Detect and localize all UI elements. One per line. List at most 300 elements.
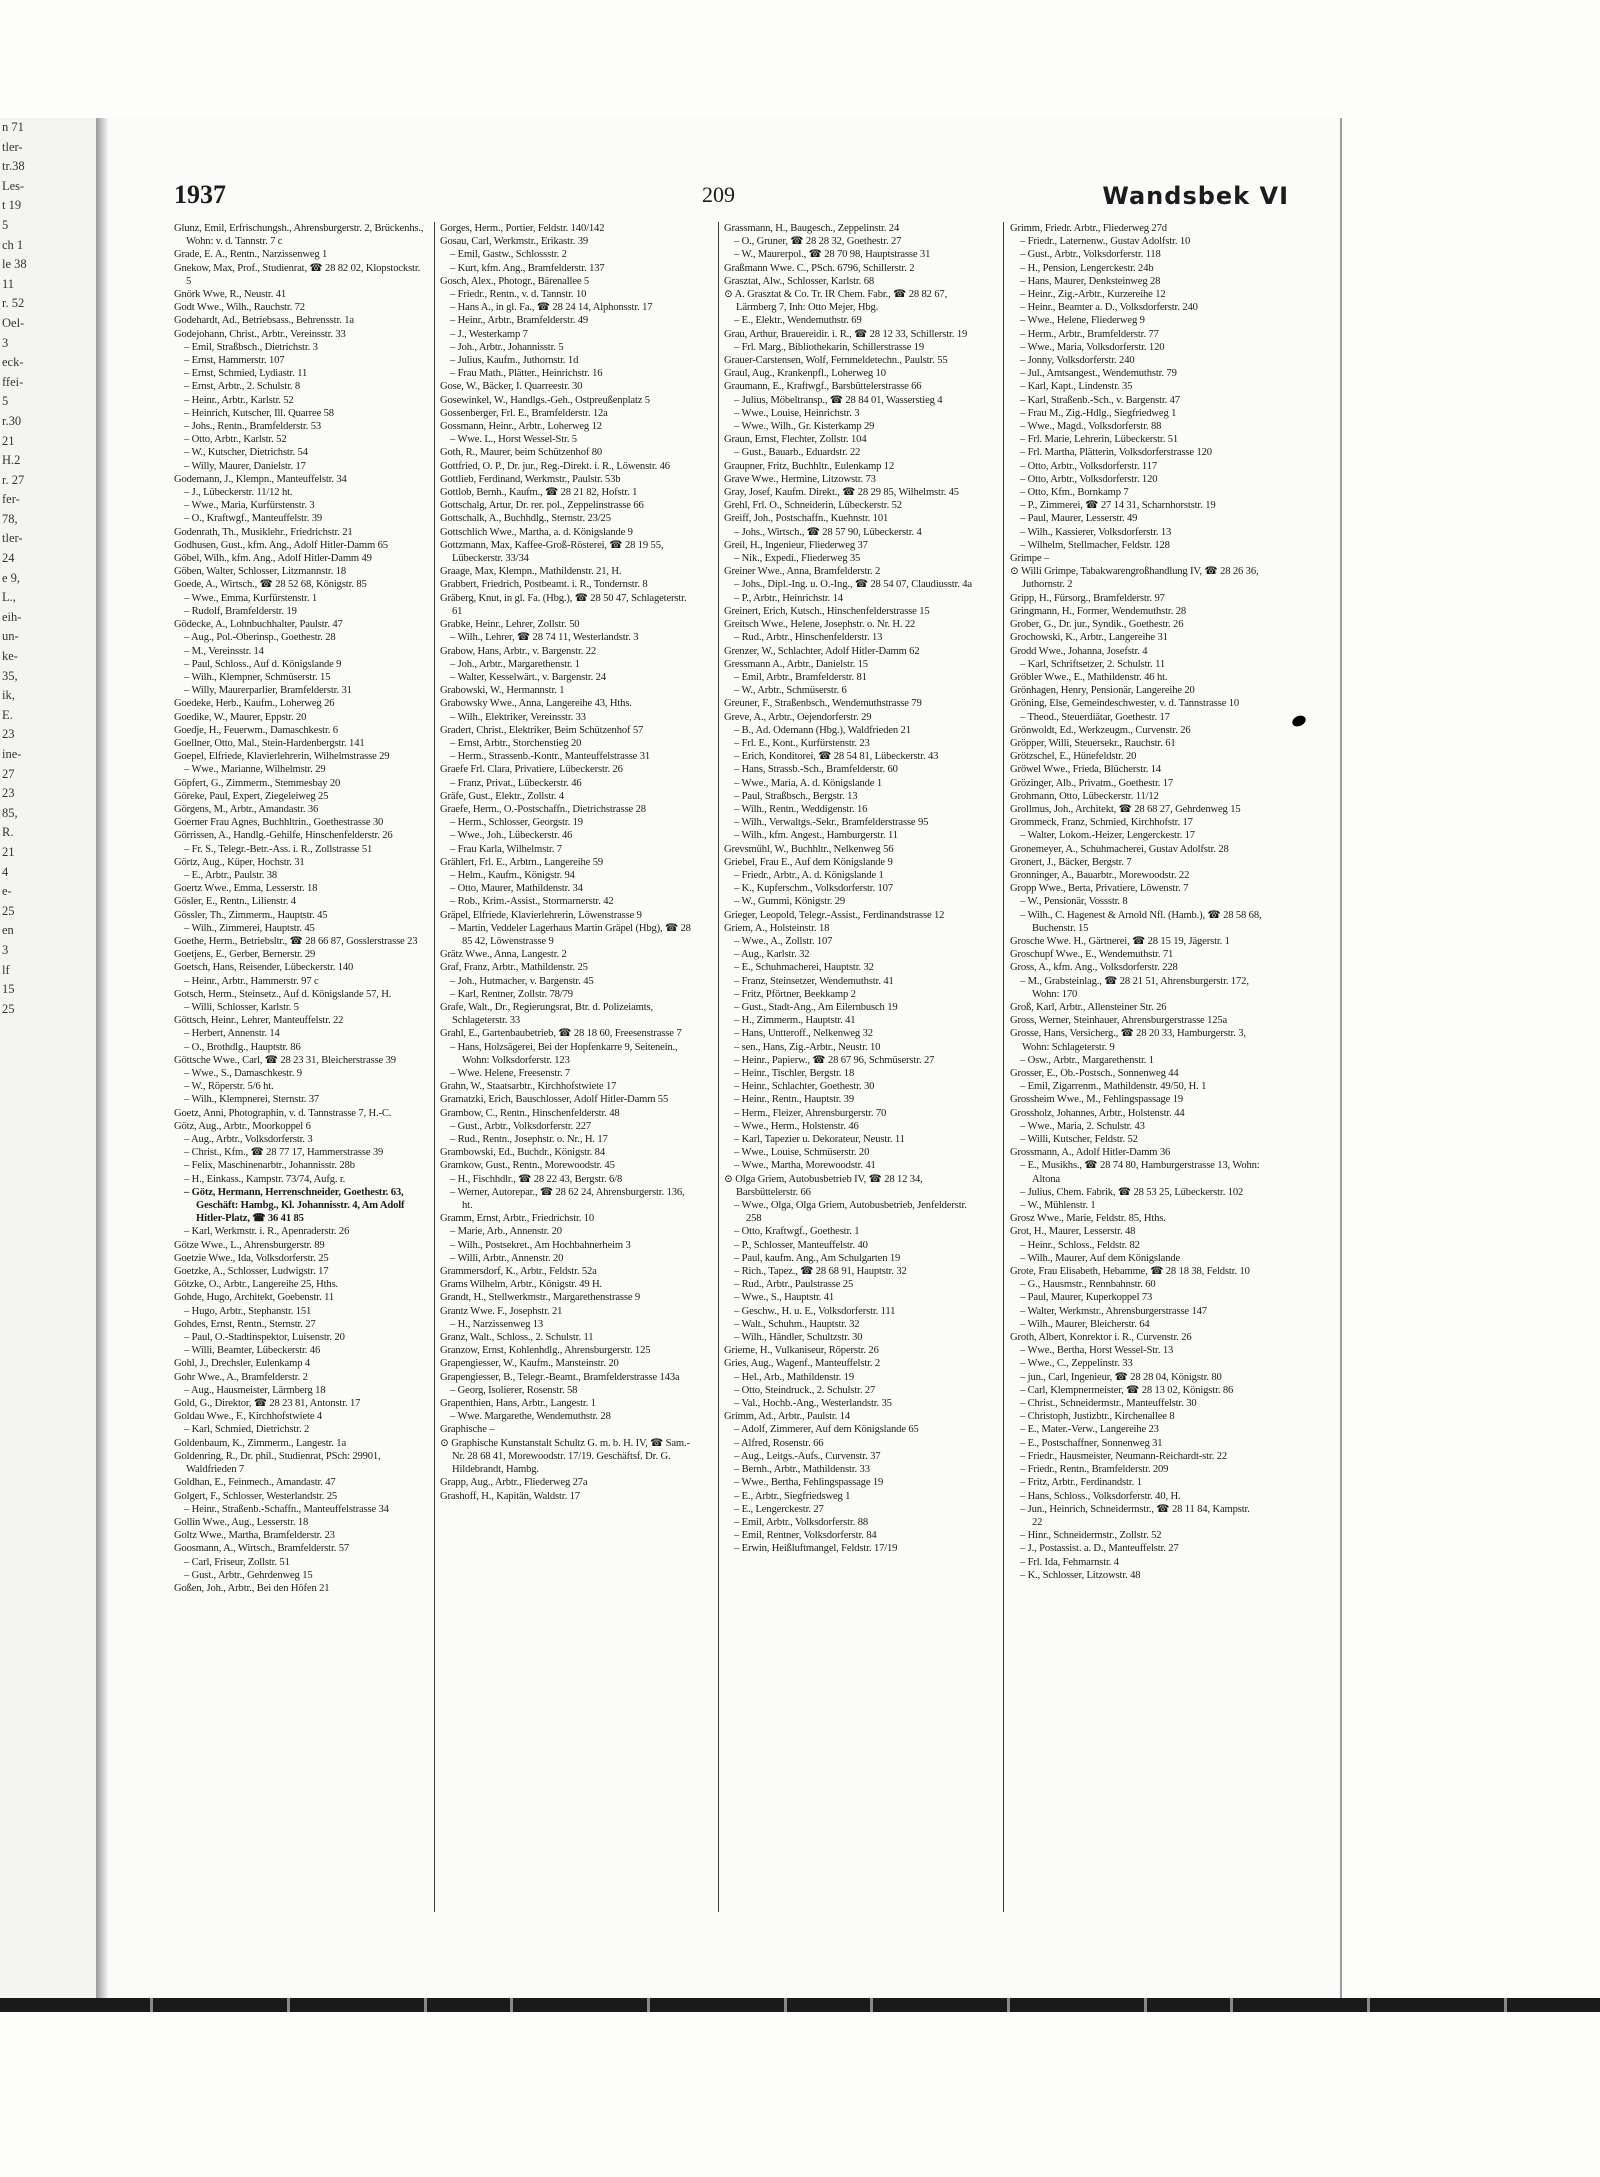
margin-fragment: ine- bbox=[2, 747, 22, 761]
directory-entry: Grot, H., Maurer, Lesserstr. 48 bbox=[1010, 1226, 1136, 1238]
directory-column-3 bbox=[724, 222, 976, 1922]
margin-fragment: e 9, bbox=[2, 570, 21, 585]
directory-entry: – Wwe., Joh., Lübeckerstr. 46 bbox=[450, 830, 573, 842]
column-divider bbox=[1003, 222, 1004, 1912]
directory-entry: Gosch, Alex., Photogr., Bärenallee 5 bbox=[440, 275, 590, 287]
directory-entry: – Wilh., kfm. Angest., Hamburgerstr. 11 bbox=[734, 830, 898, 842]
margin-fragment: r. 52 bbox=[2, 296, 25, 311]
directory-entry: – W., Arbtr., Schmüserstr. 6 bbox=[734, 685, 847, 697]
directory-entry: – Hans, Strassb.-Sch., Bramfelderstr. 60 bbox=[734, 764, 898, 776]
directory-entry: – W., Maurerpol., ☎ 28 70 98, Hauptstrasse 31 bbox=[734, 249, 931, 261]
directory-entry: Gosewinkel, W., Handlgs.-Geh., Ostpreußenplatz 5 bbox=[440, 394, 650, 406]
directory-entry: Godt Wwe., Wilh., Rauchstr. 72 bbox=[174, 302, 305, 314]
directory-entry: – G., Hausmstr., Rennbahnstr. 60 bbox=[1020, 1279, 1156, 1291]
scan-edge-mark bbox=[510, 1998, 513, 2012]
directory-entry: Grözinger, Alb., Privatm., Goethestr. 17 bbox=[1010, 777, 1174, 789]
directory-entry: Grade, E. A., Rentn., Narzissenweg 1 bbox=[174, 249, 328, 261]
directory-entry: Gohde, Hugo, Architekt, Goebenstr. 11 bbox=[174, 1292, 334, 1304]
directory-entry: – Emil, Gastw., Schlossstr. 2 bbox=[450, 249, 567, 261]
margin-fragment: 78, bbox=[2, 511, 18, 526]
margin-fragment: 27 bbox=[2, 766, 15, 781]
directory-entry: Grätz Wwe., Anna, Langestr. 2 bbox=[440, 949, 567, 961]
directory-entry: Grötzschel, E., Hünefeldstr. 20 bbox=[1010, 751, 1137, 763]
directory-column-2 bbox=[440, 222, 692, 1922]
margin-fragment: eck- bbox=[2, 355, 24, 370]
directory-entry: – Wilh., Zimmerei, Hauptstr. 45 bbox=[184, 922, 315, 934]
directory-entry: Gronninger, A., Bauarbtr., Morewoodstr. 22 bbox=[1010, 869, 1190, 881]
directory-entry: – Aug., Pol.-Oberinsp., Goethestr. 28 bbox=[184, 632, 336, 644]
directory-entry: Grapp, Aug., Arbtr., Fliederweg 27a bbox=[440, 1477, 588, 1489]
directory-entry: – Heinr., Schlachter, Goethestr. 30 bbox=[734, 1081, 875, 1093]
scan-edge-mark bbox=[784, 1998, 787, 2012]
directory-entry: Gnekow, Max, Prof., Studienrat, ☎ 28 82 02, Klopstockstr. 5 bbox=[174, 262, 421, 287]
directory-entry: – Otto, Arbtr., Volksdorferstr. 120 bbox=[1020, 473, 1158, 485]
directory-entry: Godenrath, Th., Musiklehr., Friedrichstr. 21 bbox=[174, 526, 353, 538]
directory-entry: Grenzer, W., Schlachter, Adolf Hitler-Damm 62 bbox=[724, 645, 920, 657]
directory-entry: Grossholz, Johannes, Arbtr., Holstenstr. 44 bbox=[1010, 1107, 1185, 1119]
margin-fragment: 23 bbox=[2, 727, 15, 742]
directory-entry: Grählert, Frl. E., Arbtrn., Langereihe 59 bbox=[440, 856, 604, 868]
directory-entry: Görgens, M., Arbtr., Amandastr. 36 bbox=[174, 803, 319, 815]
directory-entry: Göttsch, Heinr., Lehrer, Manteuffelstr. 22 bbox=[174, 1015, 344, 1027]
directory-entry: – Otto, Kfm., Bornkamp 7 bbox=[1020, 487, 1129, 499]
directory-entry: – Wilh., Maurer, Bleicherstr. 64 bbox=[1020, 1318, 1150, 1330]
directory-entry: – Ernst, Arbtr., Storchenstieg 20 bbox=[450, 737, 582, 749]
directory-entry: Graage, Max, Klempn., Mathildenstr. 21, H. bbox=[440, 566, 622, 578]
directory-entry: – Gust., Arbtr., Gehrdenweg 15 bbox=[184, 1569, 313, 1581]
margin-fragment: e- bbox=[2, 884, 12, 899]
margin-fragment: 3 bbox=[2, 942, 9, 957]
directory-entry: Greve, A., Arbtr., Oejendorferstr. 29 bbox=[724, 711, 872, 723]
directory-entry: – Friedr., Rentn., v. d. Tannstr. 10 bbox=[450, 289, 587, 301]
directory-entry: – sen., Hans, Zig.-Arbtr., Neustr. 10 bbox=[734, 1041, 881, 1053]
directory-entry: Grabow, Hans, Arbtr., v. Bargenstr. 22 bbox=[440, 645, 597, 657]
directory-entry: Greil, H., Ingenieur, Fliederweg 37 bbox=[724, 539, 868, 551]
margin-fragment: en bbox=[2, 923, 14, 938]
directory-entry: Götz, Aug., Arbtr., Moorkoppel 6 bbox=[174, 1120, 311, 1132]
directory-entry: – Rud., Rentn., Josephstr. o. Nr., H. 17 bbox=[450, 1134, 608, 1146]
directory-entry: – Val., Hochb.-Ang., Westerlandstr. 35 bbox=[734, 1398, 892, 1410]
directory-entry: – Franz, Privat., Lübeckerstr. 46 bbox=[450, 777, 582, 789]
directory-entry: – Joh., Arbtr., Margarethenstr. 1 bbox=[450, 658, 580, 670]
directory-entry: – Karl, Werkmstr. i. R., Apenraderstr. 26 bbox=[184, 1226, 350, 1238]
directory-entry: – Julius, Chem. Fabrik, ☎ 28 53 25, Lübeckerstr. 102 bbox=[1020, 1186, 1244, 1198]
directory-entry: Grollmus, Joh., Architekt, ☎ 28 68 27, Gehrdenweg 15 bbox=[1010, 803, 1241, 815]
directory-entry: – O., Kraftwgf., Manteuffelstr. 39 bbox=[184, 513, 322, 525]
directory-entry: Goldenbaum, K., Zimmerm., Langestr. 1a bbox=[174, 1437, 346, 1449]
margin-fragment: H.2 bbox=[2, 453, 21, 468]
directory-entry: – M., Vereinsstr. 14 bbox=[184, 645, 264, 657]
directory-entry: Greuner, F., Straßenbsch., Wendemuthstrasse 79 bbox=[724, 698, 922, 710]
directory-entry: Goerner Frau Agnes, Buchhltrin., Goethestrasse 30 bbox=[174, 817, 384, 829]
directory-entry: – Frl. Marg., Bibliothekarin, Schillerstrasse 19 bbox=[734, 341, 925, 353]
directory-entry: Graßmann Wwe. C., PSch. 6796, Schillerstr. 2 bbox=[724, 262, 915, 274]
directory-entry: – Fritz, Arbtr., Ferdinandstr. 1 bbox=[1020, 1477, 1142, 1489]
directory-entry: – Aug., Arbtr., Volksdorferstr. 3 bbox=[184, 1134, 313, 1146]
directory-entry: Grevsmühl, W., Buchhltr., Nelkenweg 56 bbox=[724, 843, 894, 855]
directory-entry: Gröpper, Willi, Steuersekr., Rauchstr. 61 bbox=[1010, 737, 1176, 749]
page-header bbox=[174, 180, 1289, 214]
directory-entry: – Wilh., Maurer, Auf dem Königslande bbox=[1020, 1252, 1181, 1264]
directory-entry: – Wwe., Emma, Kurfürstenstr. 1 bbox=[184, 592, 317, 604]
directory-entry: – Friedr., Hausmeister, Neumann-Reichardt-str. 22 bbox=[1020, 1450, 1227, 1462]
directory-entry: – Willi, Beamter, Lübeckerstr. 46 bbox=[184, 1345, 321, 1357]
directory-entry: Goedje, H., Feuerwm., Damaschkestr. 6 bbox=[174, 724, 338, 736]
directory-entry: Groth, Albert, Konrektor i. R., Curvenstr. 26 bbox=[1010, 1332, 1192, 1344]
directory-entry: – Nik., Expedi., Fliederweg 35 bbox=[734, 553, 861, 565]
directory-entry: – Hel., Arb., Mathildenstr. 19 bbox=[734, 1371, 854, 1383]
directory-entry: Graefe, Herm., O.-Postschaffn., Dietrichstrasse 28 bbox=[440, 803, 646, 815]
directory-entry: – Rudolf, Bramfelderstr. 19 bbox=[184, 605, 297, 617]
directory-entry: – Karl, Rentner, Zollstr. 78/79 bbox=[450, 988, 573, 1000]
directory-entry: – Wwe., Olga, Olga Griem, Autobusbetrieb, Jenfelderstr. 258 bbox=[734, 1200, 967, 1225]
margin-fragment: 21 bbox=[2, 844, 15, 859]
directory-entry: – J., Westerkamp 7 bbox=[450, 328, 528, 340]
directory-entry: – Emil, Straßbsch., Dietrichstr. 3 bbox=[184, 341, 318, 353]
directory-entry: – Wwe., Helene, Fliederweg 9 bbox=[1020, 315, 1145, 327]
directory-entry: Gröning, Else, Gemeindeschwester, v. d. Tannstrasse 10 bbox=[1010, 698, 1240, 710]
directory-entry: – Werner, Autorepar., ☎ 28 62 24, Ahrensburgerstr. 136, ht. bbox=[450, 1186, 685, 1212]
directory-entry: Gräfe, Gust., Elektr., Zollstr. 4 bbox=[440, 790, 564, 802]
directory-entry: Goldenring, R., Dr. phil., Studienrat, PSch: 29901, Waldfrieden 7 bbox=[174, 1450, 381, 1476]
directory-entry: Goertz Wwe., Emma, Lesserstr. 18 bbox=[174, 883, 318, 895]
directory-entry: – Christ., Kfm., ☎ 28 77 17, Hammerstrasse 39 bbox=[184, 1147, 384, 1159]
directory-entry: – Heinr., Zig.-Arbtr., Kurzereihe 12 bbox=[1020, 289, 1166, 301]
directory-entry: Grimm, Ad., Arbtr., Paulstr. 14 bbox=[724, 1411, 851, 1423]
directory-entry: Grassmann, H., Baugesch., Zeppelinstr. 24 bbox=[724, 223, 900, 234]
directory-entry: Götzke, O., Arbtr., Langereihe 25, Hths. bbox=[174, 1279, 339, 1291]
directory-entry: Greiner Wwe., Anna, Bramfelderstr. 2 bbox=[724, 566, 881, 578]
directory-entry: – Wilhelm, Stellmacher, Feldstr. 128 bbox=[1020, 539, 1170, 551]
directory-entry: – Kurt, kfm. Ang., Bramfelderstr. 137 bbox=[450, 262, 605, 274]
directory-entry: Gösler, E., Rentn., Lilienstr. 4 bbox=[174, 896, 296, 908]
directory-entry: – Herm., Arbtr., Bramfelderstr. 77 bbox=[1020, 328, 1159, 340]
directory-entry: Gramatzki, Erich, Bauschlosser, Adolf Hitler-Damm 55 bbox=[440, 1094, 669, 1106]
directory-entry: Gose, W., Bäcker, I. Quarreestr. 30 bbox=[440, 381, 583, 393]
directory-entry: – Ernst, Arbtr., 2. Schulstr. 8 bbox=[184, 381, 301, 393]
directory-entry: Grosser, E., Ob.-Postsch., Sonnenweg 44 bbox=[1010, 1068, 1179, 1079]
scan-edge-mark bbox=[1144, 1998, 1147, 2012]
directory-entry: – Felix, Maschinenarbtr., Johannisstr. 28b bbox=[184, 1160, 355, 1172]
directory-entry: – Karl, Kapt., Lindenstr. 35 bbox=[1020, 381, 1133, 393]
directory-entry: – Wwe., Maria, Kurfürstenstr. 3 bbox=[184, 500, 315, 512]
directory-entry: – E., Musikhs., ☎ 28 74 80, Hamburgerstrasse 13, Wohn: Altona bbox=[1020, 1160, 1260, 1185]
directory-entry: – Wwe., Herm., Holstenstr. 46 bbox=[734, 1120, 859, 1132]
directory-entry: Grahn, W., Staatsarbtr., Kirchhofstwiete 17 bbox=[440, 1081, 617, 1093]
directory-entry: Gröwel Wwe., Frieda, Blücherstr. 14 bbox=[1010, 764, 1162, 776]
directory-entry: – Hugo, Arbtr., Stephanstr. 151 bbox=[184, 1305, 312, 1317]
directory-entry: – Paul, Maurer, Lesserstr. 49 bbox=[1020, 513, 1138, 525]
directory-entry: – Wwe., Magd., Volksdorferstr. 88 bbox=[1020, 421, 1162, 433]
directory-entry: – Willy, Maurerparlier, Bramfelderstr. 31 bbox=[184, 685, 352, 697]
directory-entry: Greinert, Erich, Kutsch., Hinschenfelderstrasse 15 bbox=[724, 605, 930, 617]
margin-fragment: t 19 bbox=[2, 198, 22, 213]
directory-entry: Grapengiesser, B., Telegr.-Beamt., Bramfelderstrasse 143a bbox=[440, 1371, 680, 1383]
directory-entry: – H., Zimmerm., Hauptstr. 41 bbox=[734, 1015, 856, 1027]
directory-entry: Goßen, Joh., Arbtr., Bei den Höfen 21 bbox=[174, 1582, 330, 1594]
directory-entry: – Ernst, Schmied, Lydiastr. 11 bbox=[184, 368, 308, 380]
directory-entry: Grober, G., Dr. jur., Syndik., Goethestr. 26 bbox=[1010, 619, 1184, 631]
directory-entry: – Heinr., Arbtr., Hammerstr. 97 c bbox=[184, 975, 319, 987]
directory-entry: Gramkow, Gust., Rentn., Morewoodstr. 45 bbox=[440, 1160, 615, 1172]
directory-entry: – Paul, O.-Stadtinspektor, Luisenstr. 20 bbox=[184, 1332, 345, 1344]
directory-entry: – Karl, Tapezier u. Dekorateur, Neustr. 11 bbox=[734, 1134, 905, 1146]
directory-entry: – Wilh., Verwaltgs.-Sekr., Bramfelderstrasse 95 bbox=[734, 817, 929, 829]
directory-entry: – H., Fischhdlr., ☎ 28 22 43, Bergstr. 6/8 bbox=[450, 1173, 623, 1185]
directory-entry: Granz, Walt., Schloss., 2. Schulstr. 11 bbox=[440, 1332, 594, 1344]
directory-entry: Gödecke, A., Lohnbuchhalter, Paulstr. 47 bbox=[174, 619, 343, 631]
directory-entry: Gripp, H., Fürsorg., Bramfelderstr. 97 bbox=[1010, 592, 1165, 604]
margin-fragment: ik, bbox=[2, 688, 15, 703]
directory-entry: Grossmann, A., Adolf Hitler-Damm 36 bbox=[1010, 1147, 1171, 1159]
directory-entry: – Wwe., S., Hauptstr. 41 bbox=[734, 1292, 835, 1304]
directory-entry: Grams Wilhelm, Arbtr., Königstr. 49 H. bbox=[440, 1279, 602, 1291]
directory-entry: – Heinr., Papierw., ☎ 28 67 96, Schmüserstr. 27 bbox=[734, 1054, 935, 1066]
directory-entry: Goedeke, Herb., Kaufm., Loherweg 26 bbox=[174, 698, 335, 710]
directory-entry: – Frl. E., Kont., Kurfürstenstr. 23 bbox=[734, 737, 870, 749]
directory-entry: – E., Postschaffner, Sonnenweg 31 bbox=[1020, 1437, 1163, 1449]
directory-column-1 bbox=[174, 222, 426, 1922]
directory-entry: – Walter, Werkmstr., Ahrensburgerstrasse 147 bbox=[1020, 1305, 1207, 1317]
directory-entry: – Jun., Heinrich, Schneidermstr., ☎ 28 11 84, Kampstr. 22 bbox=[1020, 1503, 1250, 1528]
directory-entry: Gorges, Herm., Portier, Feldstr. 140/142 bbox=[440, 223, 605, 234]
directory-entry: – W., Kutscher, Dietrichstr. 54 bbox=[184, 447, 308, 459]
directory-entry: – Wilh., Klempnerei, Sternstr. 37 bbox=[184, 1094, 320, 1106]
directory-entry: Götze Wwe., L., Ahrensburgerstr. 89 bbox=[174, 1239, 325, 1251]
directory-entry: – Aug., Karlstr. 32 bbox=[734, 949, 810, 961]
scan-edge-mark bbox=[647, 1998, 650, 2012]
directory-entry: – Otto, Maurer, Mathildenstr. 34 bbox=[450, 883, 583, 895]
directory-entry: ⊙ Olga Griem, Autobusbetrieb IV, ☎ 28 12 34, Barsbüttelerstr. 66 bbox=[724, 1173, 923, 1198]
directory-entry: – Walter, Lokom.-Heizer, Lengerckestr. 17 bbox=[1020, 830, 1195, 842]
directory-entry: Gronemeyer, A., Schuhmacherei, Gustav Adolfstr. 28 bbox=[1010, 843, 1229, 855]
directory-entry: Gross, Werner, Steinhauer, Ahrensburgerstrasse 125a bbox=[1010, 1015, 1228, 1027]
directory-entry: Grönwoldt, Ed., Werkzeugm., Curvenstr. 26 bbox=[1010, 724, 1191, 736]
directory-entry: Grieme, H., Vulkaniseur, Röperstr. 26 bbox=[724, 1345, 879, 1357]
directory-entry: – W., Mühlenstr. 1 bbox=[1020, 1200, 1096, 1212]
directory-entry: – Johs., Rentn., Bramfelderstr. 53 bbox=[184, 421, 322, 433]
directory-entry: Grosse, Hans, Versicherg., ☎ 28 20 33, Hamburgerstr. 3, Wohn: Schlageterstr. 9 bbox=[1010, 1028, 1246, 1053]
directory-entry: Gropp Wwe., Berta, Privatiere, Löwenstr. 7 bbox=[1010, 883, 1189, 895]
directory-entry: – Wwe., Maria, 2. Schulstr. 43 bbox=[1020, 1120, 1145, 1132]
directory-entry: Goetz, Anni, Photographin, v. d. Tannstrasse 7, H.-C. bbox=[174, 1107, 392, 1119]
scan-edge-mark bbox=[150, 1998, 153, 2012]
directory-entry: – Ernst, Hammerstr. 107 bbox=[184, 355, 285, 367]
directory-entry: Grantz Wwe. F., Josephstr. 21 bbox=[440, 1305, 563, 1317]
directory-entry: – Rich., Tapez., ☎ 28 68 91, Hauptstr. 32 bbox=[734, 1266, 907, 1278]
directory-entry: Grambow, C., Rentn., Hinschenfelderstr. 48 bbox=[440, 1107, 620, 1119]
margin-fragment: r. 27 bbox=[2, 472, 25, 487]
directory-entry: – Wilh., C. Hagenest & Arnold Nfl. (Hamb.), ☎ 28 58 68, Buchenstr. 15 bbox=[1020, 909, 1262, 934]
directory-entry: Grabke, Heinr., Lehrer, Zollstr. 50 bbox=[440, 619, 580, 631]
directory-entry: – Wwe., Martha, Morewoodstr. 41 bbox=[734, 1160, 876, 1172]
directory-entry: Gottlob, Bernh., Kaufm., ☎ 28 21 82, Hofstr. 1 bbox=[440, 487, 638, 499]
directory-entry: – Friedr., Rentn., Bramfelderstr. 209 bbox=[1020, 1464, 1169, 1476]
directory-entry: Gnörk Wwe, R., Neustr. 41 bbox=[174, 289, 286, 301]
margin-fragment: 25 bbox=[2, 1001, 15, 1016]
directory-entry: Granzow, Ernst, Kohlenhdlg., Ahrensburgerstr. 125 bbox=[440, 1345, 651, 1357]
directory-entry: Grönhagen, Henry, Pensionär, Langereihe 20 bbox=[1010, 685, 1195, 697]
directory-entry: Göttsche Wwe., Carl, ☎ 28 23 31, Bleicherstrasse 39 bbox=[174, 1054, 396, 1066]
directory-entry: – Johs., Wirtsch., ☎ 28 57 90, Lübeckerstr. 4 bbox=[734, 526, 922, 538]
directory-entry: Gottschalk, A., Buchhdlg., Sternstr. 23/25 bbox=[440, 513, 611, 525]
directory-entry: – Aug., Leitgs.-Aufs., Curvenstr. 37 bbox=[734, 1450, 881, 1462]
margin-fragment: L., bbox=[2, 590, 16, 605]
directory-entry: – Heinr., Rentn., Hauptstr. 39 bbox=[734, 1094, 854, 1106]
directory-entry: Gohl, J., Drechsler, Eulenkamp 4 bbox=[174, 1358, 310, 1370]
margin-fragment: E. bbox=[2, 707, 13, 722]
margin-fragment: 23 bbox=[2, 786, 15, 801]
directory-entry: – K., Schlosser, Litzowstr. 48 bbox=[1020, 1569, 1141, 1581]
directory-entry: – Willy, Maurer, Danielstr. 17 bbox=[184, 460, 306, 472]
directory-entry: Gold, G., Direktor, ☎ 28 23 81, Antonstr. 17 bbox=[174, 1398, 361, 1410]
directory-entry: – Emil, Arbtr., Bramfelderstr. 81 bbox=[734, 671, 867, 683]
directory-entry: Grammersdorf, K., Arbtr., Feldstr. 52a bbox=[440, 1266, 597, 1278]
directory-entry: Göbel, Wilh., kfm. Ang., Adolf Hitler-Damm 49 bbox=[174, 553, 372, 565]
directory-entry: Godemann, J., Klempn., Manteuffelstr. 34 bbox=[174, 473, 347, 485]
directory-entry: – Otto, Arbtr., Volksdorferstr. 117 bbox=[1020, 460, 1157, 472]
directory-entry: Grommeck, Franz, Schmied, Kirchhofstr. 17 bbox=[1010, 817, 1193, 829]
directory-entry: – Heinr., Schloss., Feldstr. 82 bbox=[1020, 1239, 1140, 1251]
directory-entry: – Hans, Holzsägerei, Bei der Hopfenkarre 9, Seitenein., Wohn: Volksdorferstr. 123 bbox=[450, 1041, 678, 1066]
district-title: Wandsbek VI bbox=[1102, 182, 1289, 210]
directory-entry: – Hans, Maurer, Denksteinweg 28 bbox=[1020, 275, 1161, 287]
directory-entry: Golgert, F., Schlosser, Westerlandstr. 25 bbox=[174, 1490, 338, 1502]
directory-entry: Gottfried, O. P., Dr. jur., Reg.-Direkt. i. R., Löwenstr. 46 bbox=[440, 460, 670, 472]
directory-entry: – P., Zimmerei, ☎ 27 14 31, Scharnhorststr. 19 bbox=[1020, 500, 1216, 512]
directory-entry: – W., Röperstr. 5/6 ht. bbox=[184, 1081, 274, 1093]
directory-entry: Goede, A., Wirtsch., ☎ 28 52 68, Königstr. 85 bbox=[174, 579, 367, 591]
scan-edge-mark bbox=[1504, 1998, 1507, 2012]
margin-fragment: 5 bbox=[2, 217, 9, 232]
directory-entry: – Willi, Kutscher, Feldstr. 52 bbox=[1020, 1134, 1138, 1146]
directory-entry: Grimm, Friedr. Arbtr., Fliederweg 27d bbox=[1010, 223, 1167, 234]
directory-entry: – Walter, Kesselwärt., v. Bargenstr. 24 bbox=[450, 671, 606, 683]
directory-entry: Groschupf Wwe., E., Wendemuthstr. 71 bbox=[1010, 949, 1174, 961]
directory-entry: – Herm., Schlosser, Georgstr. 19 bbox=[450, 817, 583, 829]
directory-entry: Goetzke, A., Schlosser, Ludwigstr. 17 bbox=[174, 1266, 329, 1278]
directory-entry: Goldau Wwe., F., Kirchhofstwiete 4 bbox=[174, 1411, 323, 1423]
directory-entry: – Heinr., Arbtr., Bramfelderstr. 49 bbox=[450, 315, 589, 327]
directory-entry: Grieger, Leopold, Telegr.-Assist., Ferdinandstrasse 12 bbox=[724, 909, 945, 921]
directory-entry: – Alfred, Rosenstr. 66 bbox=[734, 1437, 824, 1449]
directory-entry: Grehl, Frl. O., Schneiderin, Lübeckerstr. 52 bbox=[724, 500, 902, 512]
directory-entry: – Gust., Bauarb., Eduardstr. 22 bbox=[734, 447, 861, 459]
directory-entry: Goepel, Elfriede, Klavierlehrerin, Wilhelmstrasse 29 bbox=[174, 751, 390, 763]
directory-entry: – Willi, Arbtr., Annenstr. 20 bbox=[450, 1252, 564, 1264]
directory-entry: Gohr Wwe., A., Bramfelderstr. 2 bbox=[174, 1371, 308, 1383]
directory-entry: – Julius, Möbeltransp., ☎ 28 84 01, Wasserstieg 4 bbox=[734, 394, 943, 406]
directory-entry: Grapenthien, Hans, Arbtr., Langestr. 1 bbox=[440, 1398, 596, 1410]
directory-entry: ⊙ A. Grasztat & Co. Tr. IR Chem. Fabr., ☎ 28 82 67, Lärmberg 7, Inh: Otto Mejer, Hbg. bbox=[724, 289, 948, 314]
directory-entry: Gressmann A., Arbtr., Danielstr. 15 bbox=[724, 658, 868, 670]
directory-entry: – Geschw., H. u. E., Volksdorferstr. 111 bbox=[734, 1305, 896, 1317]
directory-entry: – W., Gummi, Königstr. 29 bbox=[734, 896, 846, 908]
directory-entry: – J., Postassist. a. D., Manteuffelstr. 27 bbox=[1020, 1543, 1179, 1555]
directory-entry: Gries, Aug., Wagenf., Manteuffelstr. 2 bbox=[724, 1358, 881, 1370]
directory-entry: – Jul., Amtsangest., Wendemuthstr. 79 bbox=[1020, 368, 1177, 380]
scan-bottom-edge bbox=[0, 1998, 1600, 2012]
margin-fragment: Les- bbox=[2, 178, 25, 193]
directory-entry: – J., Lübeckerstr. 11/12 ht. bbox=[184, 487, 293, 499]
directory-entry: – Wwe. Helene, Freesenstr. 7 bbox=[450, 1068, 571, 1079]
directory-entry: – Fritz, Pförtner, Beekkamp 2 bbox=[734, 988, 856, 1000]
directory-entry: Grimpe – bbox=[1010, 553, 1050, 565]
column-divider bbox=[718, 222, 719, 1912]
margin-fragment: 4 bbox=[2, 864, 9, 879]
directory-entry: Graefe Frl. Clara, Privatiere, Lübeckerstr. 26 bbox=[440, 764, 623, 776]
directory-entry: – Rud., Arbtr., Hinschenfelderstr. 13 bbox=[734, 632, 883, 644]
directory-entry: – Frau Math., Plätter., Heinrichstr. 16 bbox=[450, 368, 603, 380]
margin-fragment: r.30 bbox=[2, 413, 22, 428]
directory-entry: Gollin Wwe., Aug., Lesserstr. 18 bbox=[174, 1516, 309, 1528]
directory-entry: – H., Narzissenweg 13 bbox=[450, 1318, 544, 1330]
margin-fragment: ke- bbox=[2, 649, 18, 664]
directory-entry: – Otto, Steindruck., 2. Schulstr. 27 bbox=[734, 1384, 876, 1396]
directory-entry: – Frl. Marie, Lehrerin, Lübeckerstr. 51 bbox=[1020, 434, 1179, 446]
margin-fragment: un- bbox=[2, 629, 19, 644]
directory-entry: Goetsch, Hans, Reisender, Lübeckerstr. 140 bbox=[174, 962, 354, 974]
directory-entry: – Karl, Schriftsetzer, 2. Schulstr. 11 bbox=[1020, 658, 1166, 670]
directory-entry: ⊙ Graphische Kunstanstalt Schultz G. m. b. H. IV, ☎ Sam.-Nr. 28 68 41, Morewoodstr. 17/19. Geschäftsf. Dr. G. Hildebrandt, Hambg. bbox=[440, 1437, 690, 1476]
directory-entry: Goosmann, A., Wirtsch., Bramfelderstr. 57 bbox=[174, 1543, 350, 1555]
directory-entry: Goedike, W., Maurer, Eppstr. 20 bbox=[174, 711, 307, 723]
directory-entry: – Otto, Kraftwgf., Goethestr. 1 bbox=[734, 1226, 860, 1238]
directory-entry: – Wilh., Händler, Schultzstr. 30 bbox=[734, 1332, 863, 1344]
directory-entry: – P., Schlosser, Manteuffelstr. 40 bbox=[734, 1239, 868, 1251]
directory-entry: – Joh., Arbtr., Johannisstr. 5 bbox=[450, 341, 564, 353]
directory-entry: – Heinr., Straßenb.-Schaffn., Manteuffelstrasse 34 bbox=[184, 1503, 389, 1515]
directory-entry: – Herm., Strassenb.-Kontr., Manteuffelstrasse 31 bbox=[450, 751, 651, 763]
directory-entry: Greiff, Joh., Postschaffn., Kuehnstr. 101 bbox=[724, 513, 889, 525]
directory-entry: – Franz, Steinsetzer, Wendemuthstr. 41 bbox=[734, 975, 894, 987]
directory-entry: – Frl. Martha, Plätterin, Volksdorferstrasse 120 bbox=[1020, 447, 1212, 459]
directory-entry: – Helm., Kaufm., Königstr. 94 bbox=[450, 869, 575, 881]
directory-entry: – Carl, Klempnermeister, ☎ 28 13 02, Königstr. 86 bbox=[1020, 1384, 1234, 1396]
margin-fragment: 3 bbox=[2, 335, 9, 350]
directory-entry: Göreke, Paul, Expert, Ziegeleiweg 25 bbox=[174, 790, 329, 802]
directory-entry: – Paul, Maurer, Kuperkoppel 73 bbox=[1020, 1292, 1153, 1304]
directory-entry: Grapengiesser, W., Kaufm., Mansteinstr. 20 bbox=[440, 1358, 619, 1370]
directory-entry: – jun., Carl, Ingenieur, ☎ 28 28 04, Königstr. 80 bbox=[1020, 1371, 1222, 1383]
directory-entry: – E., Mater.-Verw., Langereihe 23 bbox=[1020, 1424, 1159, 1436]
directory-entry: – Theod., Steuerdiätar, Goethestr. 17 bbox=[1020, 711, 1170, 723]
book-gutter bbox=[96, 118, 108, 1998]
directory-entry: – Wilh., Klempner, Schmüserstr. 15 bbox=[184, 671, 331, 683]
directory-entry: Grosche Wwe. H., Gärtnerei, ☎ 28 15 19, Jägerstr. 1 bbox=[1010, 935, 1230, 947]
directory-entry: Grave Wwe., Hermine, Litzowstr. 73 bbox=[724, 473, 876, 485]
margin-fragment: le 38 bbox=[2, 257, 27, 272]
directory-entry: – Karl, Straßenb.-Sch., v. Bargenstr. 47 bbox=[1020, 394, 1180, 406]
margin-fragment: tler- bbox=[2, 139, 23, 154]
margin-fragment: lf bbox=[2, 962, 10, 977]
directory-entry: – Bernh., Arbtr., Mathildenstr. 33 bbox=[734, 1464, 870, 1476]
directory-entry: – Wilh., Postsekret., Am Hochbahnerheim 3 bbox=[450, 1239, 631, 1251]
directory-entry: – Adolf, Zimmerer, Auf dem Königslande 65 bbox=[734, 1424, 919, 1436]
margin-fragment: 25 bbox=[2, 903, 15, 918]
directory-entry: Grambowski, Ed., Buchdr., Königstr. 84 bbox=[440, 1147, 605, 1159]
margin-fragment: 24 bbox=[2, 551, 15, 566]
directory-entry: Gräpel, Elfriede, Klavierlehrerin, Löwenstrasse 9 bbox=[440, 909, 642, 921]
directory-entry: – Paul, kaufm. Ang., Am Schulgarten 19 bbox=[734, 1252, 901, 1264]
directory-entry: Graul, Aug., Krankenpfl., Loherweg 10 bbox=[724, 368, 886, 380]
scan-edge-mark bbox=[1007, 1998, 1010, 2012]
directory-entry: Gräberg, Knut, in gl. Fa. (Hbg.), ☎ 28 50 47, Schlageterstr. 61 bbox=[440, 592, 687, 617]
directory-entry: – Gust., Arbtr., Volksdorferstr. 227 bbox=[450, 1120, 592, 1132]
directory-entry: Gronert, J., Bäcker, Bergstr. 7 bbox=[1010, 856, 1132, 868]
directory-entry: – Emil, Rentner, Volksdorferstr. 84 bbox=[734, 1530, 877, 1542]
column-divider bbox=[434, 222, 435, 1912]
